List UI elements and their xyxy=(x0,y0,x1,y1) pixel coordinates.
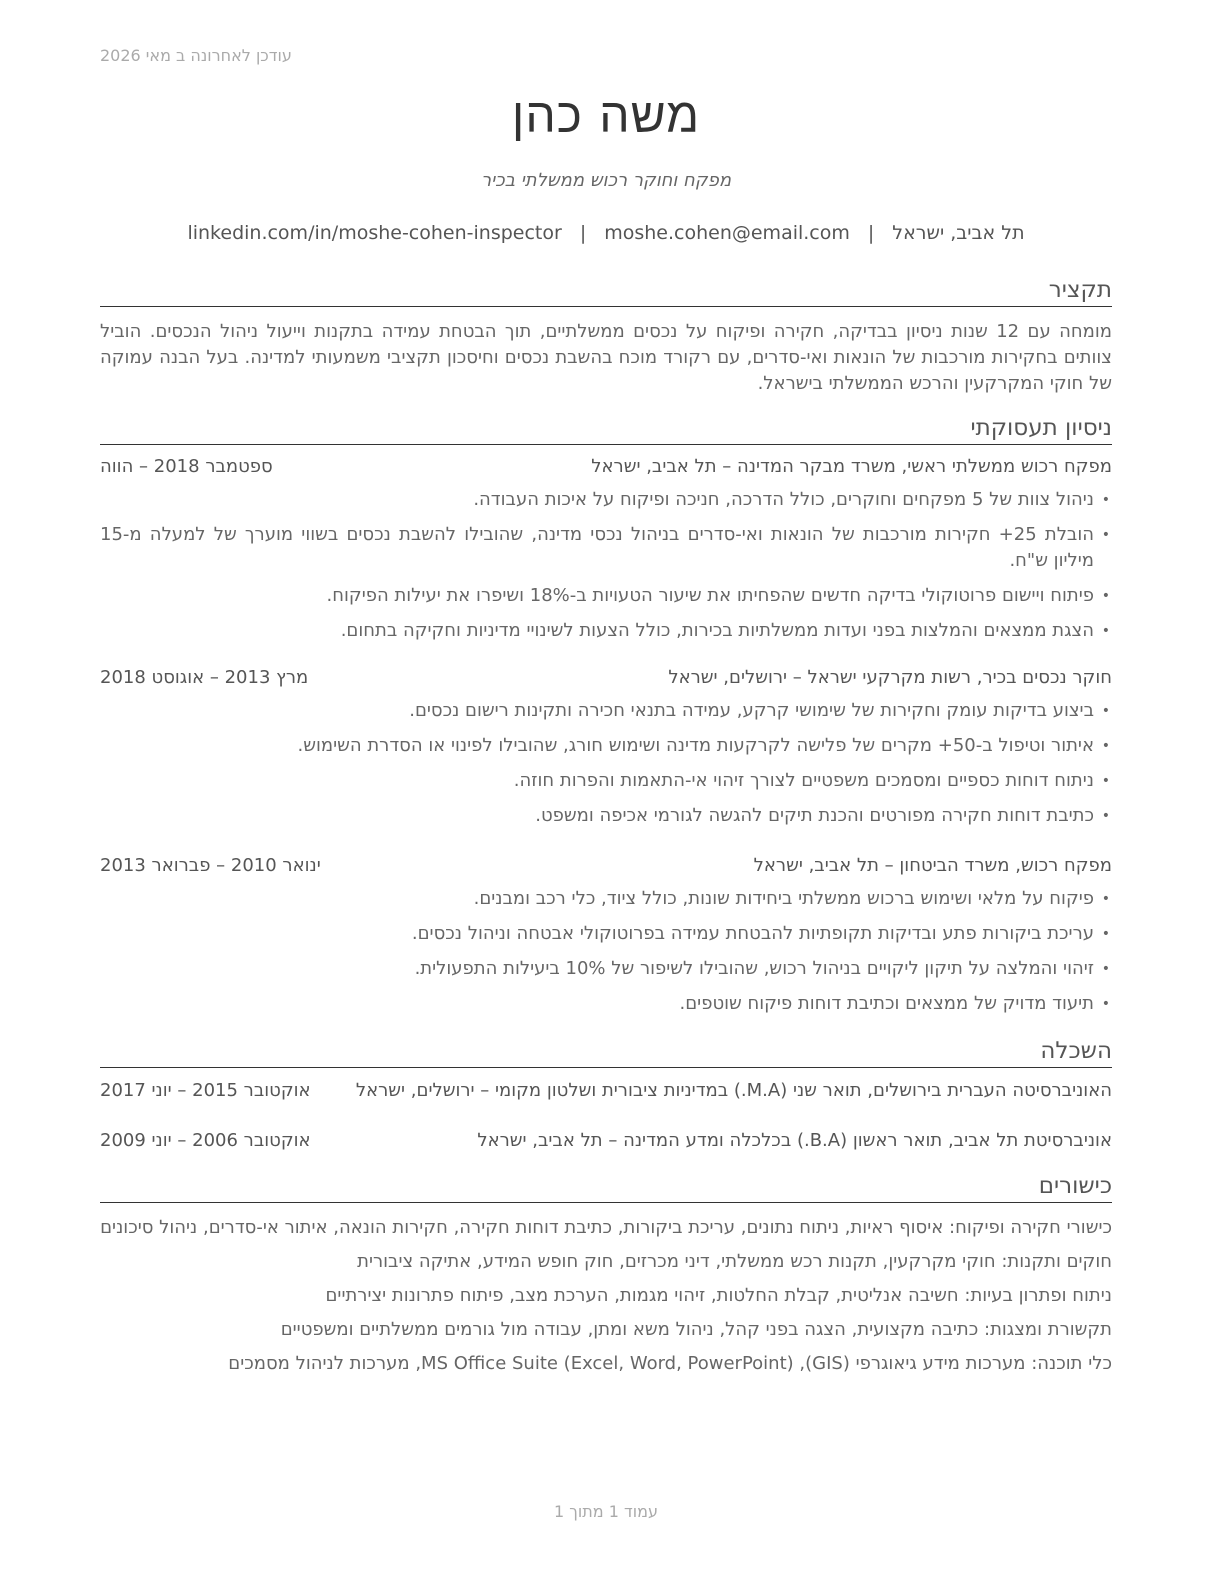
education-item xyxy=(100,1080,1112,1106)
list-item: • ניתוח דוחות כספיים ומסמכים משפטיים לצורך זיהוי אי-התאמות והפרות חוזה. xyxy=(513,770,1110,791)
skills-list xyxy=(100,1215,1112,1385)
education-degree: האוניברסיטה העברית בירושלים, תואר שני (M.A.) במדיניות ציבורית ושלטון מקומי – ירושלים, ישראל xyxy=(355,1080,1112,1101)
resume-page xyxy=(100,0,1112,1584)
candidate-name: משה כהן xyxy=(511,88,701,144)
list-item: • פיקוח על מלאי ושימוש ברכוש ממשלתי ביחידות שונות, כולל ציוד, כלי רכב ומבנים. xyxy=(473,888,1110,909)
job-bullets xyxy=(100,698,1112,838)
summary-text: מומחה עם 12 שנות ניסיון בבדיקה, חקירה ופיקוח על נכסים ממשלתיים, תוך הבטחת עמידה בתקנות וייעול ניהול הנכסים. הוביל צוותים בחקירות מורכבות של הונאות ואי-סדרים, עם רקורד מוכח בהשבת נכסים וחיסכון תקציבי משמעותי למדינה. בעל הבנה עמוקה של חוקי המקרקעין והרכש הממשלתי בישראל. xyxy=(100,321,1112,394)
job-dates: ינואר 2010 – פברואר 2013 xyxy=(100,855,321,876)
job-dates: ספטמבר 2018 – הווה xyxy=(100,456,273,477)
contact-email[interactable]: moshe.cohen@email.com xyxy=(604,222,850,244)
skill-line: ניתוח ופתרון בעיות: חשיבה אנליטית, קבלת החלטות, זיהוי מגמות, הערכת מצב, פיתוח פתרונות יצירתיים xyxy=(325,1285,1112,1306)
list-item: • ניהול צוות של 5 מפקחים וחוקרים, כולל הדרכה, חניכה ופיקוח על איכות העבודה. xyxy=(473,489,1110,510)
education-item xyxy=(100,1130,1112,1156)
contact-linkedin[interactable]: linkedin.com/in/moshe-cohen-inspector xyxy=(187,222,562,244)
section-title-skills: כישורים xyxy=(100,1172,1112,1203)
list-item: • הצגת ממצאים והמלצות בפני ועדות ממשלתיות בכירות, כולל הצעות לשינויי מדיניות וחקיקה בתחום. xyxy=(340,620,1110,641)
list-item: • הובלת 25+ חקירות מורכבות של הונאות ואי-סדרים בניהול נכסי מדינה, שהובילו להשבת נכסים בשווי מוערך של למעלה מ-15 מיליון ש"ח. xyxy=(100,524,1110,571)
section-title-education: השכלה xyxy=(100,1037,1112,1068)
list-item: • פיתוח ויישום פרוטוקולי בדיקה חדשים שהפחיתו את שיעור הטעויות ב-18% ושיפרו את יעילות הפיקוח. xyxy=(326,585,1110,606)
skill-line: כישורי חקירה ופיקוח: איסוף ראיות, ניתוח נתונים, עריכת ביקורות, כתיבת דוחות חקירה, חקירות הונאה, איתור אי-סדרים, ניהול סיכונים xyxy=(100,1217,1112,1238)
education-dates: אוקטובר 2006 – יוני 2009 xyxy=(100,1130,311,1151)
job-header xyxy=(100,855,1112,881)
job-bullets xyxy=(100,487,1112,653)
job-header xyxy=(100,667,1112,693)
job-role: מפקח רכוש, משרד הביטחון – תל אביב, ישראל xyxy=(753,855,1112,876)
contact-line xyxy=(100,222,1112,244)
page-number: עמוד 1 מתוך 1 xyxy=(554,1502,658,1521)
candidate-title: מפקח וחוקר רכוש ממשלתי בכיר xyxy=(480,170,732,191)
section-title-summary: תקציר xyxy=(100,276,1112,307)
contact-separator: | xyxy=(579,222,587,244)
job-role: חוקר נכסים בכיר, רשות מקרקעי ישראל – ירושלים, ישראל xyxy=(668,667,1112,688)
list-item: • כתיבת דוחות חקירה מפורטים והכנת תיקים להגשה לגורמי אכיפה ומשפט. xyxy=(535,805,1110,826)
job-dates: מרץ 2013 – אוגוסט 2018 xyxy=(100,667,309,688)
list-item: • זיהוי והמלצה על תיקון ליקויים בניהול רכוש, שהובילו לשיפור של 10% ביעילות התפעולית. xyxy=(414,958,1110,979)
contact-location: תל אביב, ישראל xyxy=(892,222,1025,244)
education-degree: אוניברסיטת תל אביב, תואר ראשון (B.A.) בכלכלה ומדע המדינה – תל אביב, ישראל xyxy=(477,1130,1112,1151)
section-title-experience: ניסיון תעסוקתי xyxy=(100,414,1112,445)
list-item: • תיעוד מדויק של ממצאים וכתיבת דוחות פיקוח שוטפים. xyxy=(679,993,1110,1014)
job-header xyxy=(100,456,1112,482)
skill-line: כלי תוכנה: מערכות מידע גיאוגרפי (GIS), MS Office Suite (Excel, Word, PowerPoint), מערכות לניהול מסמכים xyxy=(228,1353,1112,1374)
list-item: • ביצוע בדיקות עומק וחקירות של שימושי קרקע, עמידה בתנאי חכירה ותקינות רישום נכסים. xyxy=(409,700,1110,721)
skill-line: חוקים ותקנות: חוקי מקרקעין, תקנות רכש ממשלתי, דיני מכרזים, חוק חופש המידע, אתיקה ציבורית xyxy=(357,1251,1112,1272)
job-bullets xyxy=(100,886,1112,1026)
last-updated: עודכן לאחרונה ב מאי 2026 xyxy=(100,46,292,65)
skill-line: תקשורת ומצגות: כתיבה מקצועית, הצגה בפני קהל, ניהול משא ומתן, עבודה מול גורמים ממשלתיים ומשפטיים xyxy=(280,1319,1112,1340)
list-item: • עריכת ביקורות פתע ובדיקות תקופתיות להבטחת עמידה בפרוטוקולי אבטחה וניהול נכסים. xyxy=(411,923,1110,944)
job-role: מפקח רכוש ממשלתי ראשי, משרד מבקר המדינה – תל אביב, ישראל xyxy=(591,456,1112,477)
education-dates: אוקטובר 2015 – יוני 2017 xyxy=(100,1080,311,1101)
contact-separator: | xyxy=(867,222,875,244)
list-item: • איתור וטיפול ב-50+ מקרים של פלישה לקרקעות מדינה ושימוש חורג, שהובילו לפינוי או הסדרת השימוש. xyxy=(297,735,1110,756)
